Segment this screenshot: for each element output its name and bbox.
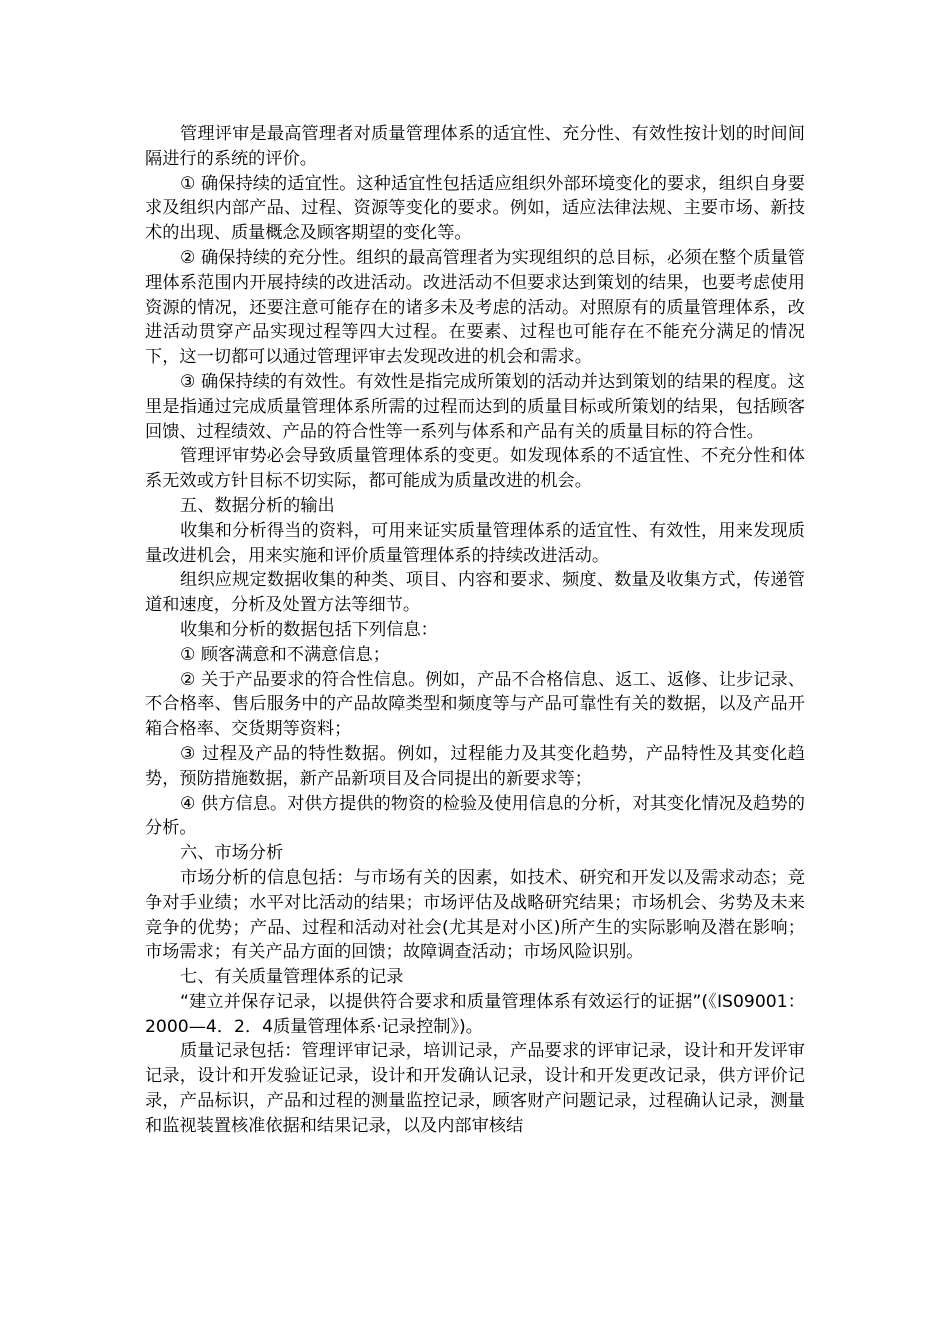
document-page	[145, 122, 805, 1139]
paragraph-suitability: ① 确保持续的适宜性。这种适宜性包括适应组织外部环境变化的要求，组织自身要求及组织内部产品、过程、资源等变化的要求。例如，适应法律法规、主要市场、新技术的出现、质量概念及顾客期望的变化等。	[145, 173, 805, 244]
paragraph-data-includes: 收集和分析的数据包括下列信息：	[180, 619, 438, 640]
list-item-customer-satisfaction: ① 顾客满意和不满意信息；	[180, 644, 390, 665]
paragraph-records-quote: “建立并保存记录，以提供符合要求和质量管理体系有效运行的证据”(《IS09001：2000—4．2．4质量管理体系·记录控制》)。	[145, 991, 805, 1037]
paragraph-data-collection: 收集和分析得当的资料，可用来证实质量管理体系的适宜性、有效性，用来发现质量改进机会，用来实施和评价质量管理体系的持续改进活动。	[145, 520, 805, 566]
list-item-supplier-info: ④ 供方信息。对供方提供的物资的检验及使用信息的分析，对其变化情况及趋势的分析。	[145, 793, 805, 839]
paragraph-review-change: 管理评审势必会导致质量管理体系的变更。如发现体系的不适宜性、不充分性和体系无效或方针目标不切实际，都可能成为质量改进的机会。	[145, 446, 805, 492]
list-item-product-conformity: ② 关于产品要求的符合性信息。例如，产品不合格信息、返工、返修、让步记录、不合格率、售后服务中的产品故障类型和频度等与产品可靠性有关的数据，以及产品开箱合格率、交货期等资料；	[145, 669, 805, 740]
paragraph-records-list: 质量记录包括：管理评审记录，培训记录，产品要求的评审记录，设计和开发评审记录，设计和开发验证记录，设计和开发确认记录，设计和开发更改记录，供方评价记录，产品标识，产品和过程的测量监控记录，顾客财产问题记录，过程确认记录，测量和监视装置核准依据和结果记录，以及内部审核结	[145, 1041, 805, 1136]
paragraph-effectiveness: ③ 确保持续的有效性。有效性是指完成所策划的活动并达到策划的结果的程度。这里是指通过完成质量管理体系所需的过程而达到的质量目标或所策划的结果，包括顾客回馈、过程绩效、产品的符合性等一系列与体系和产品有关的质量目标的符合性。	[145, 371, 805, 442]
paragraph-adequacy: ② 确保持续的充分性。组织的最高管理者为实现组织的总目标，必须在整个质量管理体系范围内开展持续的改进活动。改进活动不但要求达到策划的结果，也要考虑使用资源的情况，还要注意可能存在的诸多未及考虑的活动。对照原有的质量管理体系，改进活动贯穿产品实现过程等四大过程。在要素、过程也可能存在不能充分满足的情况下，这一切都可以通过管理评审去发现改进的机会和需求。	[145, 247, 805, 368]
section-heading-market-analysis: 六、市场分析	[180, 843, 284, 864]
list-item-process-characteristics: ③ 过程及产品的特性数据。例如，过程能力及其变化趋势，产品特性及其变化趋势，预防措施数据，新产品新项目及合同提出的新要求等；	[145, 743, 805, 789]
paragraph-management-review: 管理评审是最高管理者对质量管理体系的适宜性、充分性、有效性按计划的时间间隔进行的系统的评价。	[145, 124, 805, 169]
section-heading-quality-records: 七、有关质量管理体系的记录	[180, 967, 404, 988]
paragraph-market-analysis: 市场分析的信息包括：与市场有关的因素，如技术、研究和开发以及需求动态；竞争对手业绩；水平对比活动的结果；市场评估及战略研究结果；市场机会、劣势及未来竞争的优势；产品、过程和活动对社会(尤其是对小区)所产生的实际影响及潜在影响；市场需求；有关产品方面的回馈；故障调查活动；市场风险识别。	[145, 867, 805, 963]
paragraph-data-specification: 组织应规定数据收集的种类、项目、内容和要求、频度、数量及收集方式，传递管道和速度，分析及处置方法等细节。	[145, 570, 805, 616]
section-heading-data-analysis: 五、数据分析的输出	[180, 495, 335, 516]
